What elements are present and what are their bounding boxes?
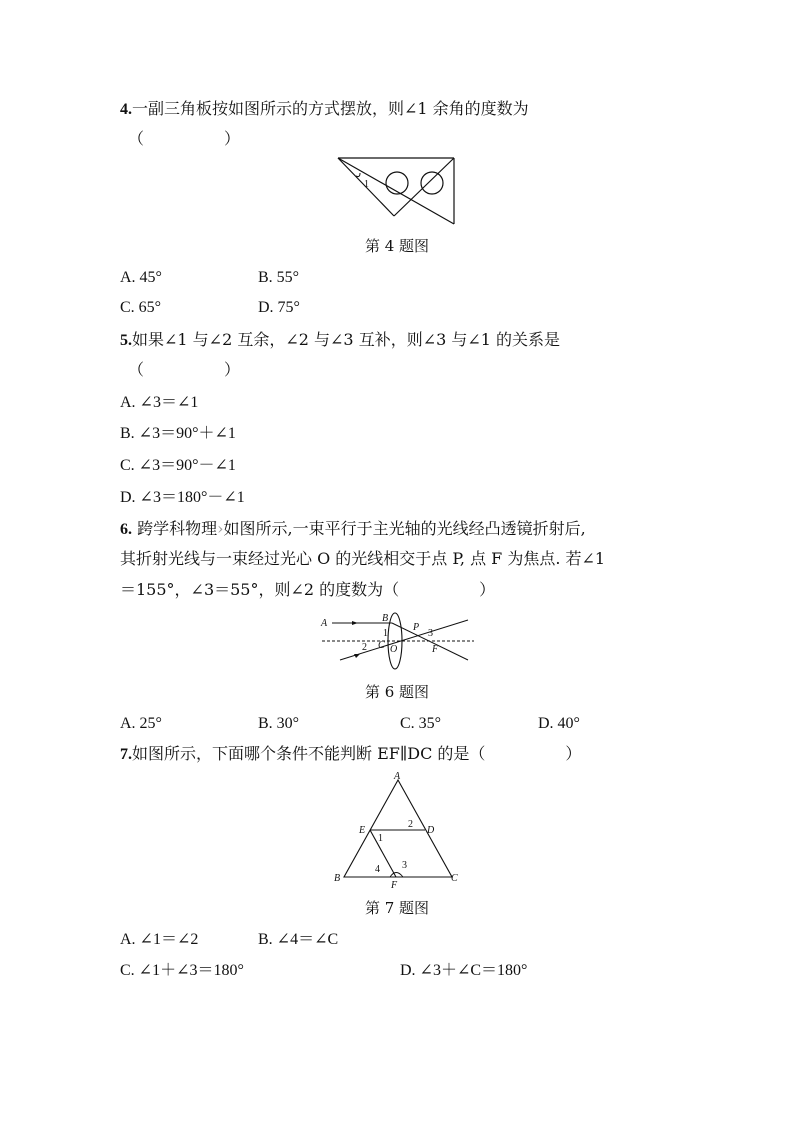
q6-label-2: 2 — [362, 642, 367, 653]
q6-ray-arrow-icon — [352, 621, 358, 625]
q6-line1: 如图所示,一束平行于主光轴的光线经凸透镜折射后, — [223, 519, 586, 538]
q7-label-4: 4 — [375, 864, 380, 875]
q5-option-c[interactable]: C. ∠3＝90°－∠1 — [120, 457, 236, 474]
q7-label-d: D — [427, 825, 435, 836]
q4-option-b[interactable]: B. 55° — [258, 269, 300, 286]
q6-label-a: A — [321, 618, 328, 629]
q6-label-o: O — [390, 644, 398, 655]
q4-caption: 第 4 题图 — [364, 237, 430, 255]
q7-label-e: E — [359, 825, 366, 836]
q7-label-c: C — [451, 873, 458, 884]
q6-line2: 其折射光线与一束经过光心 O 的光线相交于点 P, 点 F 为焦点. 若∠1 — [120, 549, 606, 568]
q5-option-b[interactable]: B. ∠3＝90°＋∠1 — [120, 425, 236, 442]
q6-label-3: 3 — [428, 628, 433, 639]
q6-option-c[interactable]: C. 35° — [400, 715, 442, 732]
q6-tag: 跨学科物理 — [137, 519, 218, 538]
q5-stem-text: 如果∠1 与∠2 互余，∠2 与∠3 互补，则∠3 与∠1 的关系是 — [132, 330, 561, 349]
q6-tag-arrow-icon: › — [217, 519, 224, 538]
q6-label-1: 1 — [383, 628, 388, 639]
q7-label-1: 1 — [378, 833, 383, 844]
q6-option-b[interactable]: B. 30° — [258, 715, 300, 732]
q6-option-a[interactable]: A. 25° — [120, 715, 162, 732]
q4-option-c[interactable]: C. 65° — [120, 299, 162, 316]
q5-number: 5. — [120, 332, 132, 349]
q7-number: 7. — [120, 746, 132, 763]
q4-hole — [386, 172, 408, 194]
q4-figure — [334, 152, 464, 232]
q7-caption: 第 7 题图 — [364, 899, 430, 917]
q4-stem-text: 一副三角板按如图所示的方式摆放，则∠1 余角的度数为 — [132, 99, 529, 118]
q4-number: 4. — [120, 101, 132, 118]
q4-hole — [421, 172, 443, 194]
q7-stem-text: 如图所示，下面哪个条件不能判断 EF∥DC 的是（ ） — [132, 744, 582, 763]
q4-stem — [120, 98, 529, 121]
q6-center-ray-arrow-icon — [354, 654, 360, 658]
q7-label-2: 2 — [408, 819, 413, 830]
q6-caption: 第 6 题图 — [364, 683, 430, 701]
q5-option-a[interactable]: A. ∠3＝∠1 — [120, 394, 199, 411]
q7-option-b[interactable]: B. ∠4＝∠C — [258, 931, 339, 948]
q6-number: 6. — [120, 521, 132, 538]
q7-segment-ef — [370, 830, 396, 877]
q4-angle-label: 1 — [364, 179, 369, 190]
q7-option-d[interactable]: D. ∠3＋∠C＝180° — [400, 962, 528, 979]
q4-option-a[interactable]: A. 45° — [120, 269, 162, 286]
q7-angle-arc-3 — [390, 873, 403, 878]
q7-stem — [120, 743, 581, 766]
q7-label-3: 3 — [402, 860, 407, 871]
q7-label-f: F — [391, 880, 398, 890]
q6-label-p: P — [413, 622, 420, 633]
q4-option-d[interactable]: D. 75° — [258, 299, 300, 316]
q4-answer-blank[interactable]: （ ） — [128, 129, 241, 148]
q7-label-a: A — [394, 771, 401, 782]
q7-option-c[interactable]: C. ∠1＋∠3＝180° — [120, 962, 244, 979]
q6-figure — [318, 610, 478, 672]
q7-figure — [330, 770, 464, 890]
q4-angle-arc — [356, 173, 360, 177]
q5-option-d[interactable]: D. ∠3＝180°－∠1 — [120, 489, 245, 506]
q6-label-c: C — [378, 640, 385, 651]
q5-answer-blank[interactable]: （ ） — [128, 360, 241, 379]
q7-label-b: B — [334, 873, 341, 884]
q6-label-f: F — [432, 644, 439, 655]
q7-option-a[interactable]: A. ∠1＝∠2 — [120, 931, 199, 948]
q6-option-d[interactable]: D. 40° — [538, 715, 580, 732]
q6-label-b: B — [382, 613, 389, 624]
q5-stem — [120, 329, 560, 352]
q6-stem-line1 — [120, 518, 586, 541]
q6-line3: ＝155°，∠3＝55°，则∠2 的度数为（ ） — [120, 580, 496, 599]
